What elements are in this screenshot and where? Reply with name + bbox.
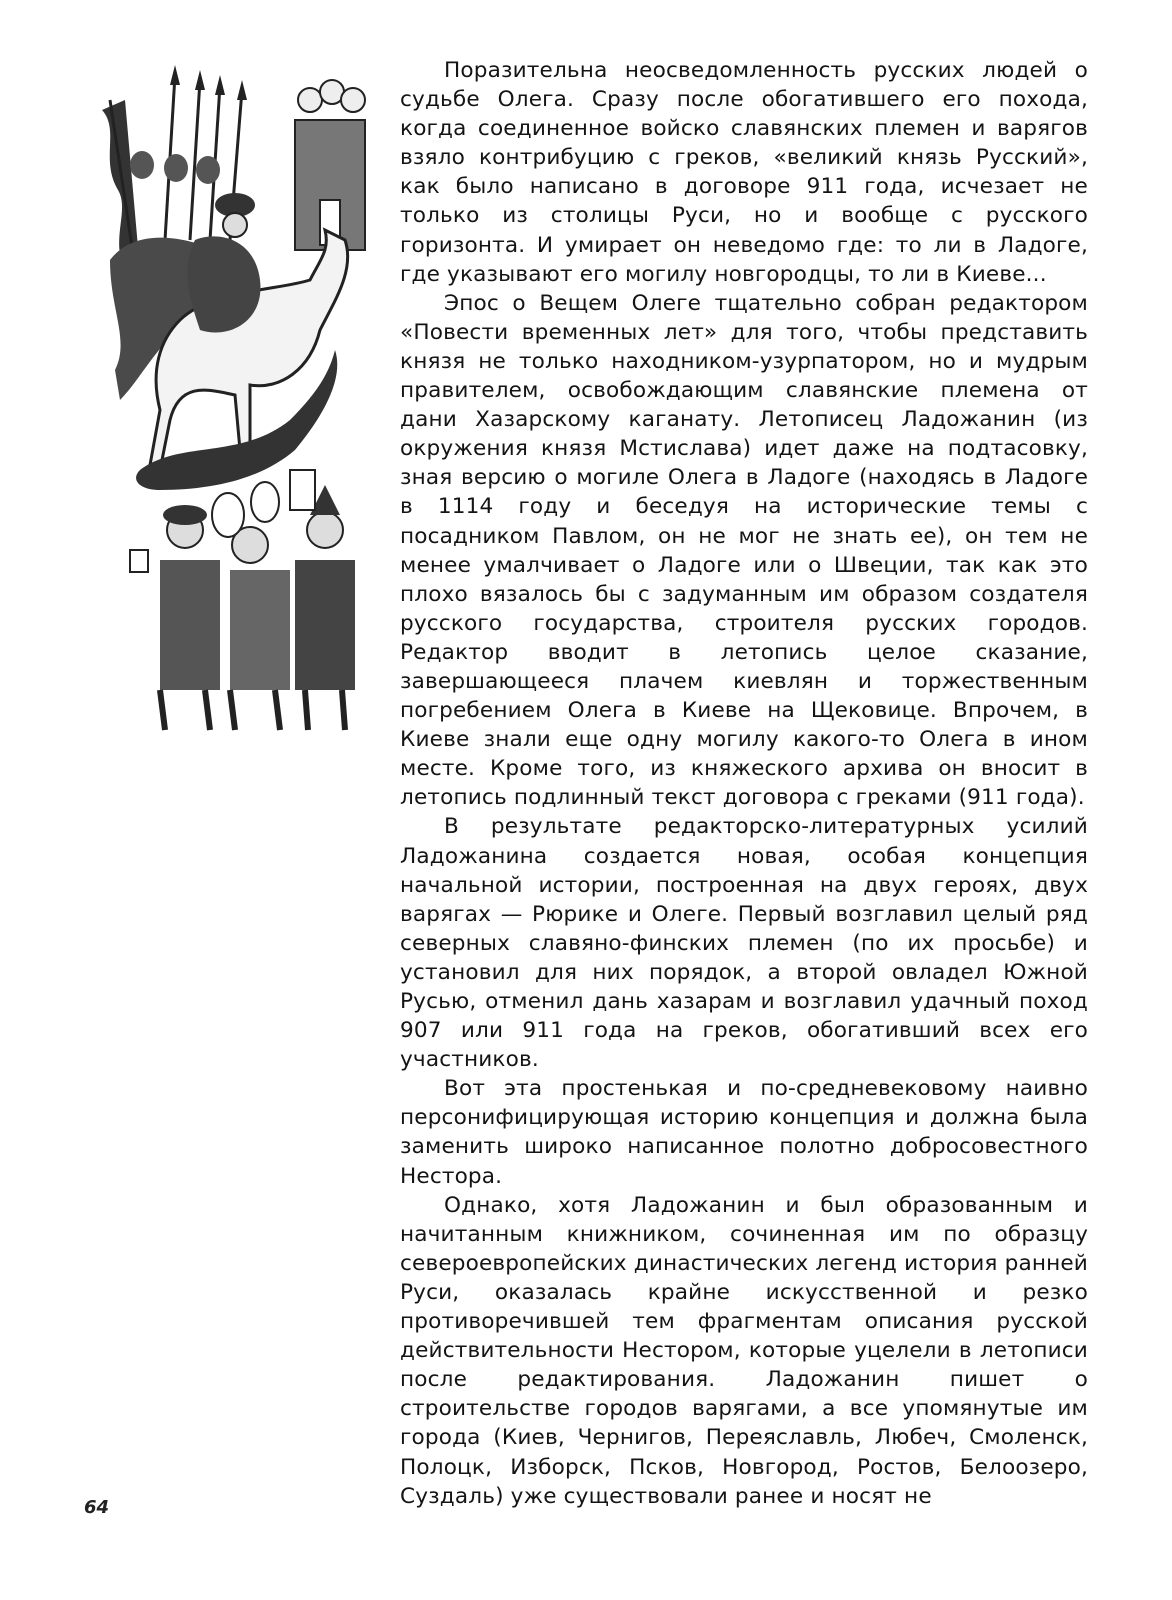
- paragraph: Вот эта простенькая и по-средневековому наивно персонифицирующая историю концепция и должна была заменить широко написанное полотно добросовестного Нестора.: [400, 1076, 1088, 1189]
- riders-and-people-drawing-icon: [80, 40, 380, 740]
- paragraph: Однако, хотя Ладожанин и был образованным и начитанным книжником, сочиненная им по образцу североевропейских династических легенд история ранней Руси, оказалась крайне искусственной и резко противоречившей тем фрагментам описания русской действительности Нестором, которые уцелели в летописи после редактирования. Ладожанин пишет о строительстве городов варягами, а все упомянутые им города (Киев, Чернигов, Переяславль, Любеч, Смоленск, Полоцк, Изборск, Псков, Новгород, Ростов, Белоозеро, Суздаль) уже существовали ранее и носят не: [400, 1192, 1088, 1509]
- paragraph: Эпос о Вещем Олеге тщательно собран редактором «Повести временных лет» для того, чтобы представить князя не только находником-узурпатором, но и мудрым правителем, освобождающим славянские племена от дани Хазарскому каганату. Летописец Ладожанин (из окружения князя Мстислава) идет даже на подтасовку, зная версию о могиле Олега в Ладоге (находясь в Ладоге в 1114 году и беседуя на исторические темы с посадником Павлом, он не мог не знать ее), он тем не менее умалчивает о Ладоге или о Швеции, так как это плохо вязалось бы с задуманным им образом создателя русского государства, строителя русских городов. Редактор вводит в летопись целое сказание, завершающееся плачем киевлян и торжественным погребением Олега в Киеве на Щековице. Впрочем, в Киеве знали еще одну могилу какого-то Олега в ином месте. Кроме того, из княжеского архива он вносит в летопись подлинный текст договора с греками (911 года).: [400, 290, 1088, 811]
- miniature-illustration: [80, 40, 380, 740]
- paragraph: Поразительна неосведомленность русских людей о судьбе Олега. Сразу после обогатившего его похода, когда соединенное войско славянских племен и варягов взяло контрибуцию с греков, «великий князь Русский», как было написано в договоре 911 года, исчезает не только из столицы Руси, но и вообще с русского горизонта. И умирает он неведомо где: то ли в Ладоге, где указывают его могилу новгородцы, то ли в Киеве...: [400, 58, 1088, 287]
- body-text: [400, 56, 1088, 1509]
- paragraph: В результате редакторско-литературных усилий Ладожанина создается новая, особая концепция начальной истории, построенная на двух героях, двух варягах — Рюрике и Олеге. Первый возглавил целый ряд северных славяно-финских племен (по их просьбе) и установил для них порядок, а второй овладел Южной Русью, отменил дань хазарам и возглавил удачный поход 907 или 911 года на греков, обогативший всех его участников.: [400, 814, 1088, 1073]
- page-number: 64: [84, 1497, 110, 1518]
